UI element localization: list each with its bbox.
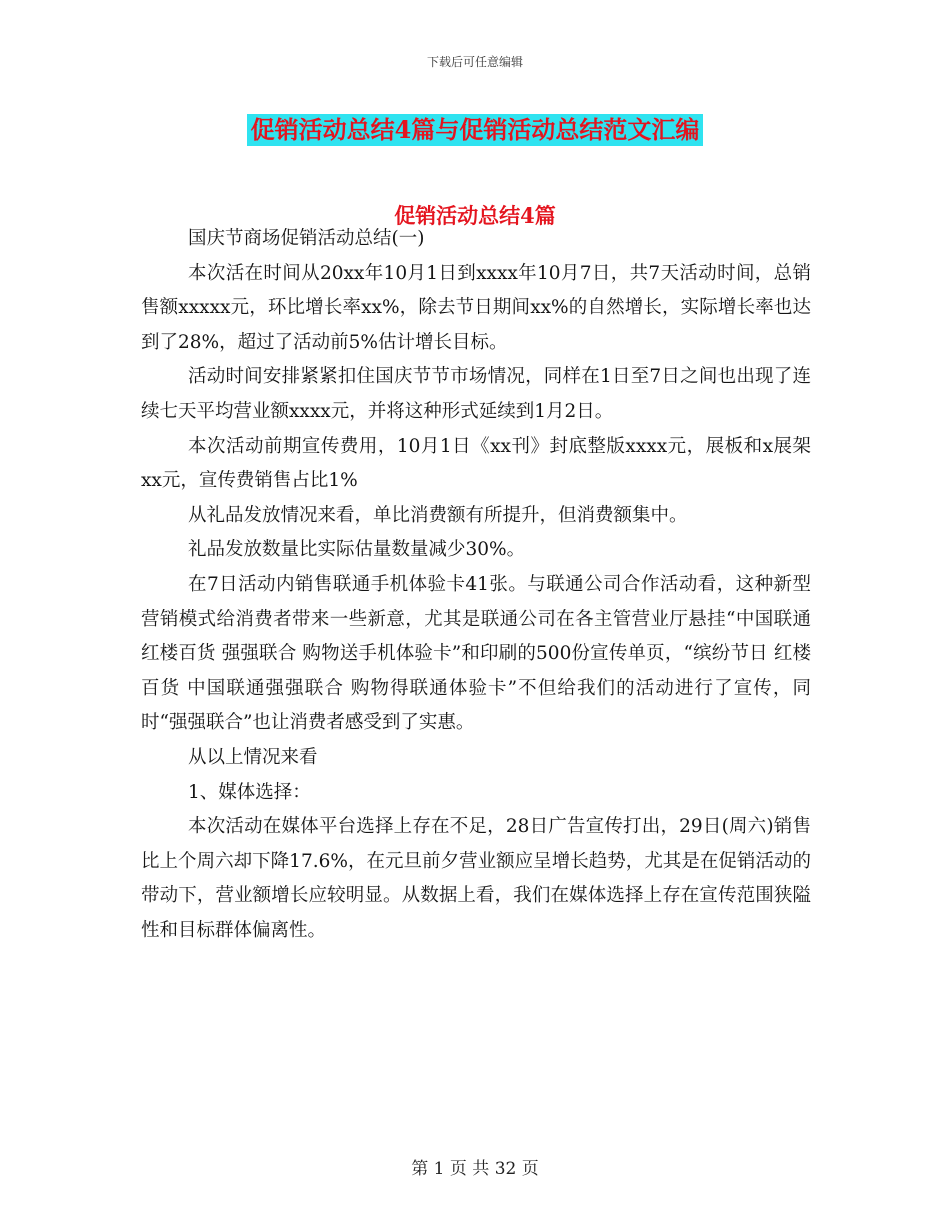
document-body: [141, 222, 811, 948]
paragraph: 1、媒体选择：: [188, 781, 311, 803]
paragraph: 活动时间安排紧紧扣住国庆节节市场情况，同样在1日至7日之间也出现了连续七天平均营业额xxxx元，并将这种形式延续到1月2日。: [141, 366, 811, 422]
page-footer: 第 1 页 共 32 页: [411, 1159, 539, 1179]
header-note: 下载后可任意编辑: [426, 55, 523, 69]
paragraph: 从礼品发放情况来看，单比消费额有所提升，但消费额集中。: [188, 504, 688, 526]
document-title: 促销活动总结4篇与促销活动总结范文汇编: [247, 114, 704, 146]
paragraph: 本次活动在媒体平台选择上存在不足，28日广告宣传打出，29日(周六)销售比上个周六却下降17.6%，在元旦前夕营业额应呈增长趋势，尤其是在促销活动的带动下，营业额增长应较明显。从数据上看，我们在媒体选择上存在宣传范围狭隘性和目标群体偏离性。: [141, 816, 811, 941]
main-title-wrap: [0, 114, 950, 146]
paragraph: 国庆节商场促销活动总结(一): [188, 228, 425, 249]
paragraph: 从以上情况来看: [188, 746, 318, 768]
paragraph: 礼品发放数量比实际估量数量减少30%。: [188, 539, 526, 561]
paragraph: 本次活在时间从20xx年10月1日到xxxx年10月7日，共7天活动时间，总销售额xxxxx元，环比增长率xx%，除去节日期间xx%的自然增长，实际增长率也达到了28%，超过了活动前5%估计增长目标。: [141, 262, 811, 353]
paragraph: 本次活动前期宣传费用，10月1日《xx刊》封底整版xxxx元，展板和x展架xx元，宣传费销售占比1%: [141, 435, 811, 492]
section-title: 促销活动总结4篇: [394, 203, 556, 228]
paragraph: 在7日活动内销售联通手机体验卡41张。与联通公司合作活动看，这种新型营销模式给消费者带来一些新意，尤其是联通公司在各主管营业厅悬挂“中国联通 红楼百货 强强联合 购物送手机体验卡”和印刷的500份宣传单页，“缤纷节日 红楼百货 中国联通强强联合 购物得联通体验卡”不但给我们的活动进行了宣传，同时“强强联合”也让消费者感受到了实惠。: [141, 573, 811, 734]
